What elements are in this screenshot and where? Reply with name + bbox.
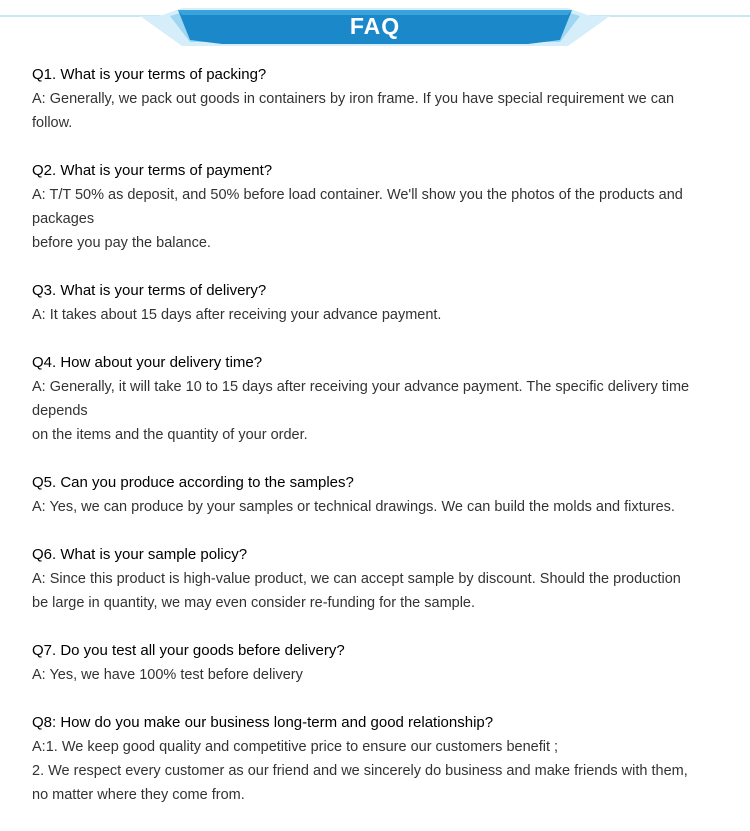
faq-item-q1 — [32, 63, 732, 135]
faq-question: Q2. What is your terms of payment? — [32, 162, 273, 179]
faq-question: Q4. How about your delivery time? — [32, 354, 263, 371]
faq-list — [32, 63, 732, 831]
page-title: FAQ — [349, 13, 401, 39]
faq-answer-line: A: Yes, we can produce by your samples or technical drawings. We can build the molds and fixtures. — [32, 499, 675, 515]
faq-item-q3 — [32, 279, 732, 327]
faq-question: Q1. What is your terms of packing? — [32, 66, 267, 83]
faq-item-q7 — [32, 639, 732, 687]
faq-answer-line: 2. We respect every customer as our friend and we sincerely do business and make friends with them, — [32, 763, 688, 779]
faq-question: Q3. What is your terms of delivery? — [32, 282, 267, 299]
faq-item-q6 — [32, 543, 732, 615]
faq-answer-line: A: T/T 50% as deposit, and 50% before load container. We'll show you the photos of the products and — [32, 187, 683, 203]
faq-question: Q6. What is your sample policy? — [32, 546, 248, 563]
faq-answer-line: no matter where they come from. — [32, 787, 245, 803]
faq-answer-line: packages — [32, 211, 95, 227]
faq-answer-line: depends — [32, 403, 88, 419]
faq-question: Q8: How do you make our business long-term and good relationship? — [32, 714, 494, 731]
faq-answer-line: follow. — [32, 115, 73, 131]
faq-question: Q5. Can you produce according to the samples? — [32, 474, 354, 491]
faq-answer-line: A: It takes about 15 days after receiving your advance payment. — [32, 307, 442, 323]
faq-answer-line: A: Generally, it will take 10 to 15 days after receiving your advance payment. The specific delivery time — [32, 379, 690, 395]
faq-item-q2 — [32, 159, 732, 255]
faq-answer-line: before you pay the balance. — [32, 235, 211, 251]
faq-answer-line: A: Yes, we have 100% test before delivery — [32, 667, 303, 683]
faq-answer-line: be large in quantity, we may even consider re-funding for the sample. — [32, 595, 476, 611]
faq-answer-line: A: Generally, we pack out goods in containers by iron frame. If you have special requirement we can — [32, 91, 675, 107]
faq-item-q8 — [32, 711, 732, 807]
faq-question: Q7. Do you test all your goods before delivery? — [32, 642, 345, 659]
faq-banner — [0, 0, 750, 56]
faq-item-q5 — [32, 471, 732, 519]
faq-answer-line: on the items and the quantity of your order. — [32, 427, 308, 443]
faq-answer-line: A:1. We keep good quality and competitive price to ensure our customers benefit ; — [32, 739, 559, 755]
faq-item-q4 — [32, 351, 732, 447]
faq-answer-line: A: Since this product is high-value product, we can accept sample by discount. Should the production — [32, 571, 681, 587]
